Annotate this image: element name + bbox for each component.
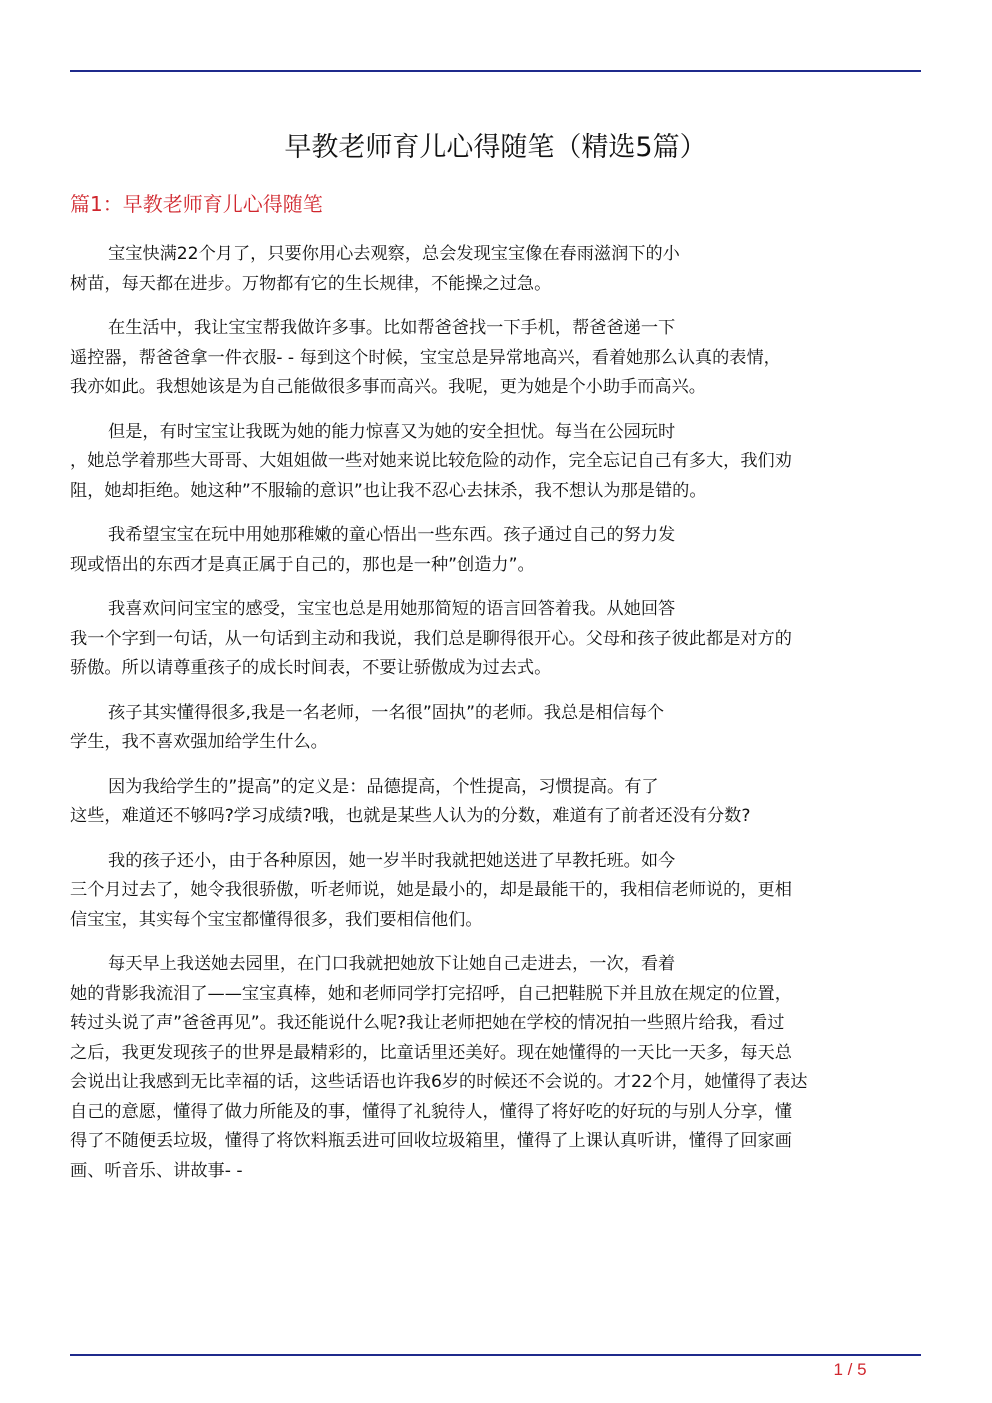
- paragraph-line: 因为我给学生的”提高”的定义是：品德提高，个性提高，习惯提高。有了: [108, 776, 659, 797]
- paragraph-line: 画、听音乐、讲故事- -: [70, 1160, 243, 1181]
- paragraph: [70, 418, 921, 507]
- paragraph-line: 遥控器，帮爸爸拿一件衣服- - 每到这个时候，宝宝总是异常地高兴，看着她那么认真的表情，: [70, 347, 781, 368]
- paragraph-line: 我的孩子还小，由于各种原因，她一岁半时我就把她送进了早教托班。如今: [108, 850, 676, 871]
- paragraph-line: 我希望宝宝在玩中用她那稚嫩的童心悟出一些东西。孩子通过自己的努力发: [108, 525, 676, 545]
- document-body: [70, 240, 921, 1201]
- paragraph-line: 学生，我不喜欢强加给学生什么。: [70, 732, 328, 752]
- paragraph-line: 宝宝快满22个月了，只要你用心去观察，总会发现宝宝像在春雨滋润下的小: [108, 244, 680, 264]
- paragraph-line: 我亦如此。我想她该是为自己能做很多事而高兴。我呢，更为她是个小助手而高兴。: [70, 377, 706, 397]
- paragraph-line: 我一个字到一句话，从一句话到主动和我说，我们总是聊得很开心。父母和孩子彼此都是对方的: [70, 628, 792, 649]
- paragraph: [70, 847, 921, 936]
- paragraph-line: 她的背影我流泪了——宝宝真棒，她和老师同学打完招呼，自己把鞋脱下并且放在规定的位置，: [70, 983, 792, 1004]
- section-heading: 篇1：早教老师育儿心得随笔: [70, 192, 323, 216]
- paragraph-line: 三个月过去了，她令我很骄傲，听老师说，她是最小的，却是最能干的，我相信老师说的，更相: [70, 880, 792, 900]
- paragraph-line: 在生活中，我让宝宝帮我做许多事。比如帮爸爸找一下手机，帮爸爸递一下: [108, 318, 676, 338]
- paragraph-line: 我喜欢问问宝宝的感受，宝宝也总是用她那简短的语言回答着我。从她回答: [108, 599, 676, 619]
- paragraph-line: 骄傲。所以请尊重孩子的成长时间表，不要让骄傲成为过去式。: [70, 658, 552, 678]
- paragraph: [70, 950, 921, 1186]
- paragraph-line: 孩子其实懂得很多,我是一名老师，一名很”固执”的老师。我总是相信每个: [108, 702, 665, 723]
- paragraph: [70, 314, 921, 403]
- paragraph-line: 这些，难道还不够吗?学习成绩?哦，也就是某些人认为的分数，难道有了前者还没有分数?: [70, 806, 751, 826]
- paragraph-line: 转过头说了声”爸爸再见”。我还能说什么呢?我让老师把她在学校的情况拍一些照片给我，看过: [70, 1013, 785, 1033]
- paragraph-line: 自己的意愿，懂得了做力所能及的事，懂得了礼貌待人，懂得了将好吃的好玩的与别人分享，懂: [70, 1101, 792, 1122]
- paragraph-line: 但是，有时宝宝让我既为她的能力惊喜又为她的安全担忧。每当在公园玩时: [108, 421, 676, 442]
- paragraph-line: 现或悟出的东西才是真正属于自己的，那也是一种”创造力”。: [70, 554, 535, 575]
- paragraph: [70, 595, 921, 684]
- paragraph: [70, 240, 921, 299]
- paragraph-line: 每天早上我送她去园里，在门口我就把她放下让她自己走进去，一次，看着: [108, 954, 676, 974]
- paragraph-line: 得了不随便丢垃圾，懂得了将饮料瓶丢进可回收垃圾箱里，懂得了上课认真听讲，懂得了回家画: [70, 1131, 792, 1151]
- paragraph-line: 信宝宝，其实每个宝宝都懂得很多，我们要相信他们。: [70, 909, 483, 930]
- paragraph-line: 树苗，每天都在进步。万物都有它的生长规律，不能操之过急。: [70, 273, 552, 294]
- header-rule: [70, 70, 921, 72]
- paragraph-line: 之后，我更发现孩子的世界是最精彩的，比童话里还美好。现在她懂得的一天比一天多，每天总: [70, 1042, 792, 1063]
- footer-rule: [70, 1354, 921, 1356]
- document-title: 早教老师育儿心得随笔（精选5篇）: [284, 132, 707, 163]
- page-number: 1 / 5: [833, 1360, 867, 1379]
- paragraph: [70, 773, 921, 832]
- paragraph-line: 会说出让我感到无比幸福的话，这些话语也许我6岁的时候还不会说的。才22个月，她懂得了表达: [70, 1072, 808, 1092]
- paragraph-line: ，她总学着那些大哥哥、大姐姐做一些对她来说比较危险的动作，完全忘记自己有多大，我们劝: [70, 451, 792, 471]
- paragraph: [70, 699, 921, 758]
- paragraph-line: 阻，她却拒绝。她这种”不服输的意识”也让我不忍心去抹杀，我不想认为那是错的。: [70, 480, 707, 501]
- paragraph: [70, 521, 921, 580]
